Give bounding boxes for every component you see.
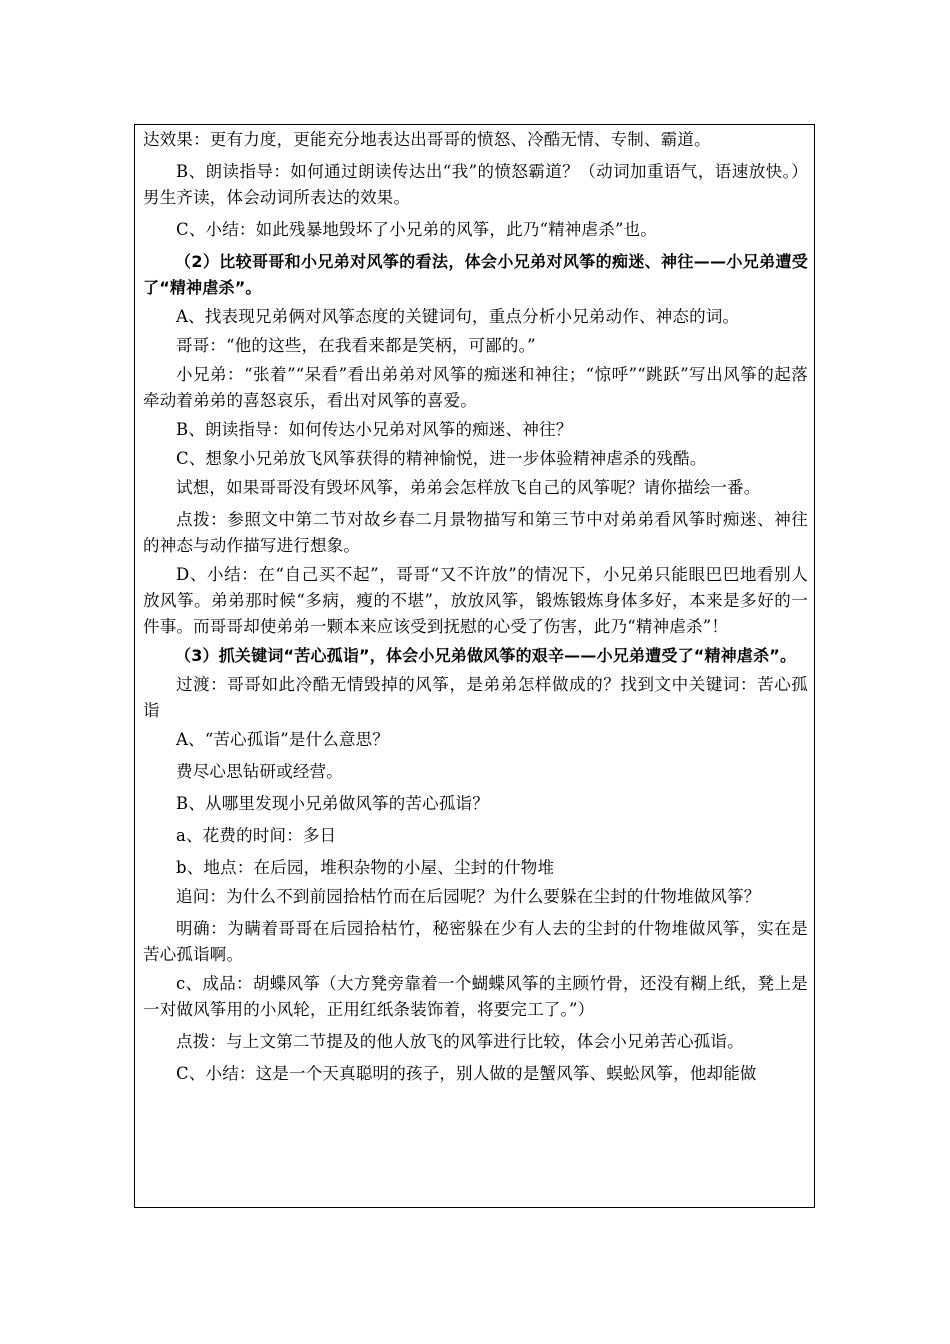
paragraph: B、朗读指导：如何传达小兄弟对风筝的痴迷、神往？ — [176, 420, 573, 439]
paragraph: B、朗读指导：如何通过朗读传达出“我”的愤怒霸道？（动词加重语气，语速放快。）男生齐读，体会动词所表达的效果。 — [143, 162, 808, 207]
section-heading: （3）抓关键词“苦心孤诣”，体会小兄弟做风筝的艰辛——小兄弟遭受了“精神虐杀”。 — [175, 646, 797, 665]
paragraph: b、地点：在后园，堆积杂物的小屋、尘封的什物堆 — [176, 858, 555, 877]
paragraph: C、想象小兄弟放飞风筝获得的精神愉悦，进一步体验精神虐杀的残酷。 — [176, 449, 707, 468]
paragraph: C、小结：如此残暴地毁坏了小兄弟的风筝，此乃“精神虐杀”也。 — [176, 220, 657, 239]
paragraph: A、“苦心孤诣”是什么意思？ — [176, 730, 390, 749]
content-frame — [134, 124, 815, 1208]
paragraph: 明确：为瞒着哥哥在后园拾枯竹，秘密躲在少有人去的尘封的什物堆做风筝，实在是苦心孤诣啊。 — [143, 919, 808, 964]
paragraph: 达效果：更有力度，更能充分地表达出哥哥的愤怒、冷酷无情、专制、霸道。 — [143, 130, 711, 149]
paragraph: B、从哪里发现小兄弟做风筝的苦心孤诣？ — [176, 794, 489, 813]
paragraph: c、成品：胡蝶风筝（大方凳旁靠着一个蝴蝶风筝的主顾竹骨，还没有糊上纸，凳上是一对做风筝用的小风轮，正用红纸条装饰着，将要完工了。”） — [143, 974, 808, 1019]
paragraph: 点拨：与上文第二节提及的他人放飞的风筝进行比较，体会小兄弟苦心孤诣。 — [176, 1032, 744, 1051]
paragraph: 试想，如果哥哥没有毁坏风筝，弟弟会怎样放飞自己的风筝呢？请你描绘一番。 — [176, 478, 761, 497]
paragraph: 小兄弟：“张着”“呆看”看出弟弟对风筝的痴迷和神往；“惊呼”“跳跃”写出风筝的起落牵动着弟弟的喜怒哀乐，看出对风筝的喜爱。 — [143, 365, 808, 410]
paragraph: 哥哥：“他的这些，在我看来都是笑柄，可鄙的。” — [176, 336, 536, 355]
section-heading: （2）比较哥哥和小兄弟对风筝的看法，体会小兄弟对风筝的痴迷、神往——小兄弟遭受了“精神虐杀”。 — [143, 252, 808, 297]
paragraph: C、小结：这是一个天真聪明的孩子，别人做的是蟹风筝、蜈蚣风筝，他却能做 — [176, 1064, 757, 1083]
paragraph: D、小结：在“自己买不起”，哥哥“又不许放”的情况下，小兄弟只能眼巴巴地看别人放风筝。弟弟那时候“多病，瘦的不堪”，放放风筝，锻炼锻炼身体多好，本来是多好的一件事。而哥哥却使弟弟一颗本来应该受到抚慰的心受了伤害，此乃“精神虐杀”！ — [143, 565, 808, 636]
paragraph: 费尽心思钻研或经营。 — [176, 762, 343, 781]
paragraph: 过渡：哥哥如此冷酷无情毁掉的风筝，是弟弟怎样做成的？找到文中关键词：苦心孤诣 — [143, 675, 808, 720]
paragraph: a、花费的时间：多日 — [176, 826, 337, 845]
paragraph: 点拨：参照文中第二节对故乡春二月景物描写和第三节中对弟弟看风筝时痴迷、神往的神态与动作描写进行想象。 — [143, 510, 808, 555]
paragraph: A、找表现兄弟俩对风筝态度的关键词句，重点分析小兄弟动作、神态的词。 — [176, 307, 740, 326]
paragraph: 追问：为什么不到前园拾枯竹而在后园呢？为什么要躲在尘封的什物堆做风筝？ — [176, 887, 761, 906]
document-body — [143, 127, 808, 1093]
